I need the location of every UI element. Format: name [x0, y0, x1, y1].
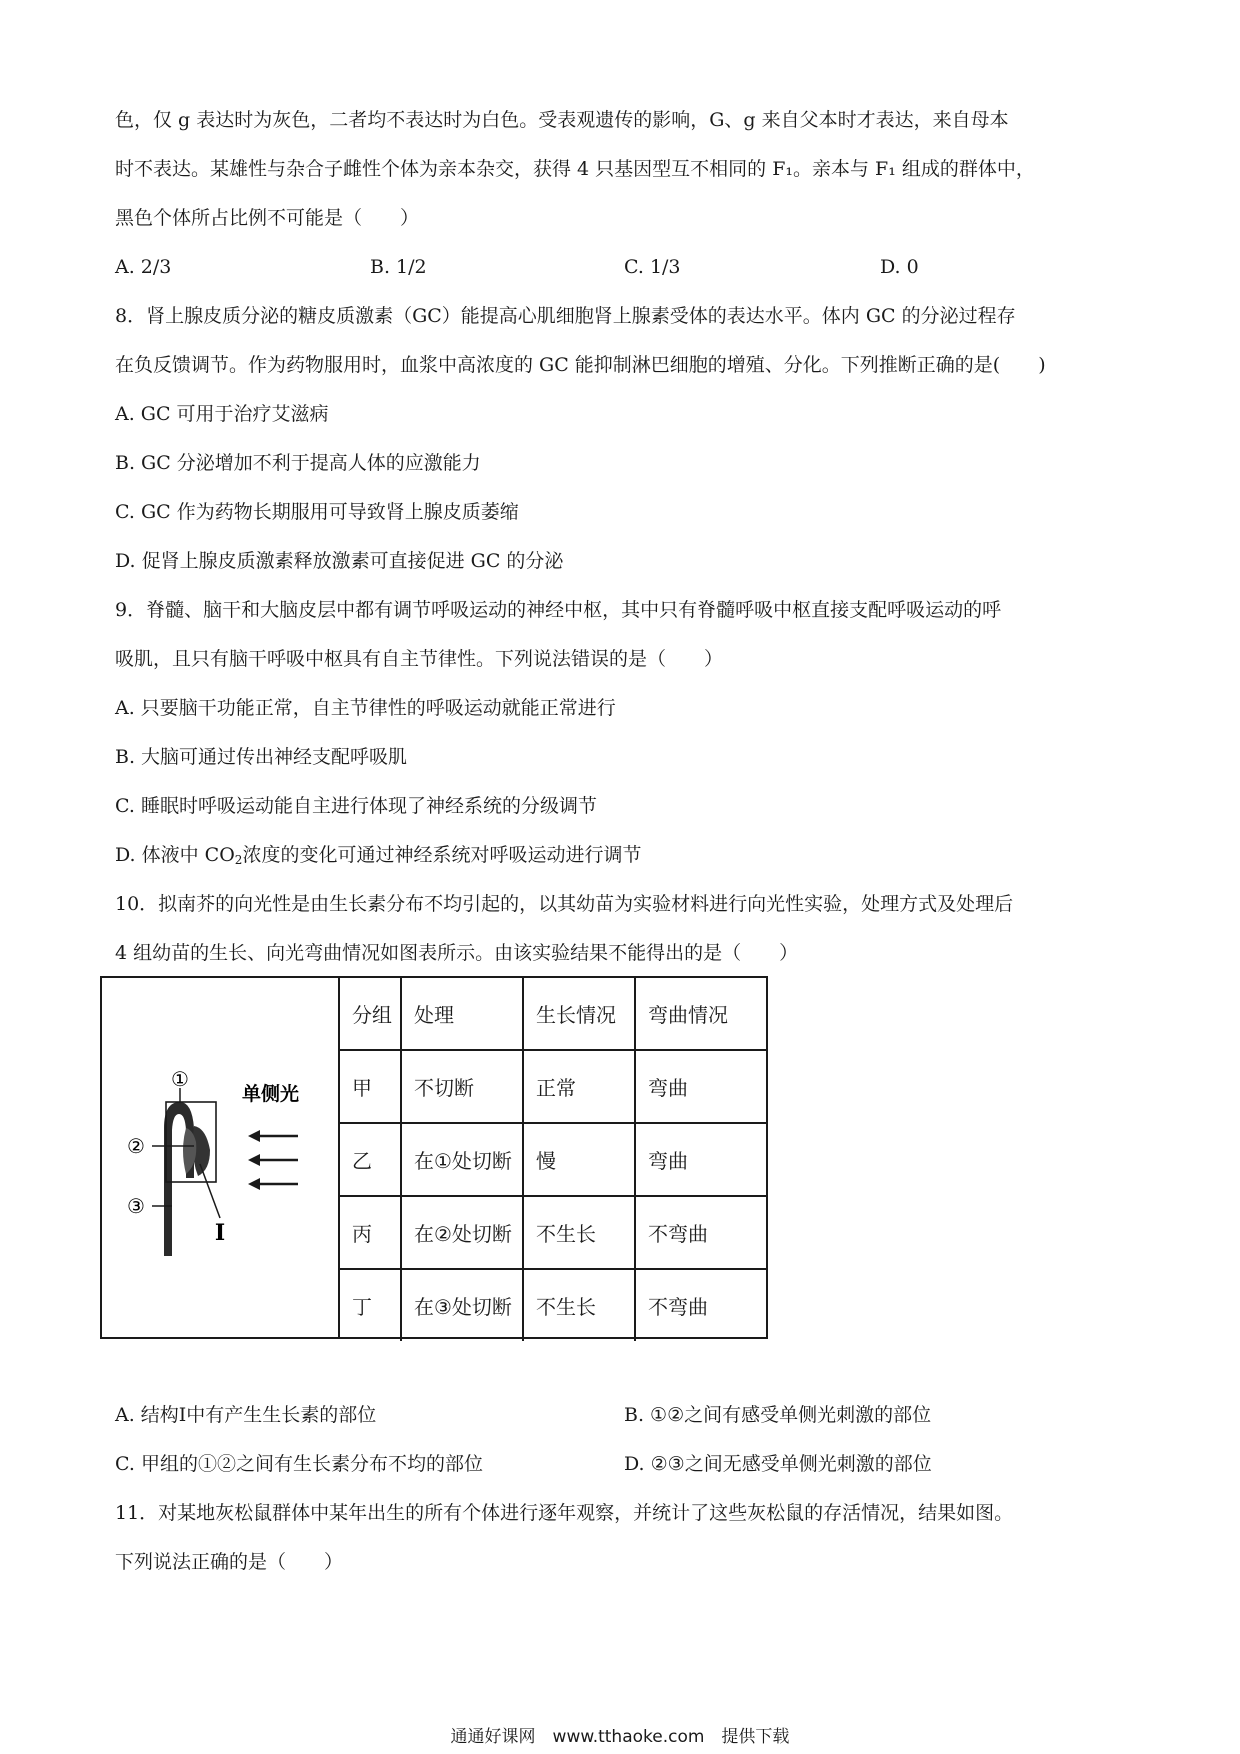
- table-row: [340, 1050, 768, 1123]
- table-cell: 正常: [523, 1050, 635, 1123]
- mark-3-label: ③: [127, 1194, 145, 1218]
- table-cell: 在②处切断: [401, 1196, 523, 1269]
- structure-i-leader: [200, 1164, 220, 1218]
- q7-option-a: A. 2/3: [115, 256, 172, 278]
- light-arrows: [248, 1130, 298, 1190]
- q11-line-1: 11．对某地灰松鼠群体中某年出生的所有个体进行逐年观察，并统计了这些灰松鼠的存活情况，结果如图。: [115, 1502, 1014, 1524]
- table-cell: 弯曲: [635, 1050, 768, 1123]
- q10-options-row-2: [0, 1450, 1240, 1478]
- mark-1-label: ①: [171, 1067, 189, 1091]
- q10-option-c: C. 甲组的①②之间有生长素分布不均的部位: [115, 1453, 483, 1475]
- q11-line-2: 下列说法正确的是（ ）: [115, 1551, 344, 1573]
- q9-option-d: [115, 841, 641, 869]
- seedling-stem: [164, 1102, 194, 1256]
- table-cell: 弯曲: [635, 1123, 768, 1196]
- q10-option-d: D. ②③之间无感受单侧光刺激的部位: [624, 1453, 932, 1475]
- q9-option-d-post: 浓度的变化可通过神经系统对呼吸运动进行调节: [242, 844, 642, 866]
- q9-option-c: C. 睡眠时呼吸运动能自主进行体现了神经系统的分级调节: [115, 795, 597, 817]
- table-cell: 不弯曲: [635, 1269, 768, 1341]
- table-row: [340, 1269, 768, 1341]
- table-cell: 甲: [340, 1050, 401, 1123]
- q7-option-b: B. 1/2: [370, 256, 427, 278]
- table-cell: 在①处切断: [401, 1123, 523, 1196]
- q10-figure-table: [100, 976, 768, 1339]
- q10-options-row-1: [0, 1401, 1240, 1429]
- q9-option-d-pre: D. 体液中 CO: [115, 844, 235, 866]
- q8-option-b: B. GC 分泌增加不利于提高人体的应激能力: [115, 452, 481, 474]
- q7-option-d: D. 0: [880, 256, 919, 278]
- table-cell: 丙: [340, 1196, 401, 1269]
- q8-option-d: D. 促肾上腺皮质激素释放激素可直接促进 GC 的分泌: [115, 550, 564, 572]
- results-table: [340, 978, 768, 1341]
- table-cell: 乙: [340, 1123, 401, 1196]
- q10-option-a: A. 结构I中有产生生长素的部位: [115, 1404, 377, 1426]
- light-label: 单侧光: [242, 1083, 300, 1105]
- q7-line-2: 时不表达。某雄性与杂合子雌性个体为亲本杂交，获得 4 只基因型互不相同的 F₁。亲本与 F₁ 组成的群体中，: [115, 158, 1035, 180]
- q10-line-2: 4 组幼苗的生长、向光弯曲情况如图表所示。由该实验结果不能得出的是（ ）: [115, 942, 799, 964]
- q7-options: [0, 253, 1240, 281]
- table-row: [340, 1196, 768, 1269]
- table-header-cell: 弯曲情况: [635, 978, 768, 1050]
- table-cell: 不生长: [523, 1269, 635, 1341]
- table-header-cell: 分组: [340, 978, 401, 1050]
- table-cell: 不弯曲: [635, 1196, 768, 1269]
- q8-line-1: 8．肾上腺皮质分泌的糖皮质激素（GC）能提高心肌细胞肾上腺素受体的表达水平。体内 GC 的分泌过程存: [115, 305, 1016, 327]
- q10-line-1: 10．拟南芥的向光性是由生长素分布不均引起的，以其幼苗为实验材料进行向光性实验，处理方式及处理后: [115, 893, 1014, 915]
- table-cell: 在③处切断: [401, 1269, 523, 1341]
- q9-option-d-sub: 2: [234, 853, 243, 867]
- q8-option-c: C. GC 作为药物长期服用可导致肾上腺皮质萎缩: [115, 501, 519, 523]
- q9-option-a: A. 只要脑干功能正常，自主节律性的呼吸运动就能正常进行: [115, 697, 616, 719]
- table-cell: 不生长: [523, 1196, 635, 1269]
- table-header-row: [340, 978, 768, 1050]
- table-header-cell: 处理: [401, 978, 523, 1050]
- seedling-diagram: [102, 978, 338, 1337]
- seedling-figure: [102, 978, 340, 1337]
- q9-option-b: B. 大脑可通过传出神经支配呼吸肌: [115, 746, 408, 768]
- q7-option-c: C. 1/3: [624, 256, 681, 278]
- q9-line-1: 9．脊髓、脑干和大脑皮层中都有调节呼吸运动的神经中枢，其中只有脊髓呼吸中枢直接支配呼吸运动的呼: [115, 599, 1002, 621]
- q8-option-a: A. GC 可用于治疗艾滋病: [115, 403, 329, 425]
- page-footer: 通通好课网 www.tthaoke.com 提供下载: [450, 1727, 790, 1747]
- table-header-cell: 生长情况: [523, 978, 635, 1050]
- q10-option-b: B. ①②之间有感受单侧光刺激的部位: [624, 1404, 932, 1426]
- q7-line-1: 色，仅 g 表达时为灰色，二者均不表达时为白色。受表观遗传的影响，G、g 来自父本时才表达，来自母本: [115, 109, 1009, 131]
- table-row: [340, 1123, 768, 1196]
- structure-i-label: I: [214, 1220, 226, 1246]
- table-cell: 慢: [523, 1123, 635, 1196]
- table-cell: 丁: [340, 1269, 401, 1341]
- q7-line-3: 黑色个体所占比例不可能是（ ）: [115, 207, 420, 229]
- q9-line-2: 吸肌，且只有脑干呼吸中枢具有自主节律性。下列说法错误的是（ ）: [115, 648, 724, 670]
- mark-2-label: ②: [127, 1134, 145, 1158]
- table-cell: 不切断: [401, 1050, 523, 1123]
- q8-line-2: 在负反馈调节。作为药物服用时，血浆中高浓度的 GC 能抑制淋巴细胞的增殖、分化。下列推断正确的是( ): [115, 354, 1046, 376]
